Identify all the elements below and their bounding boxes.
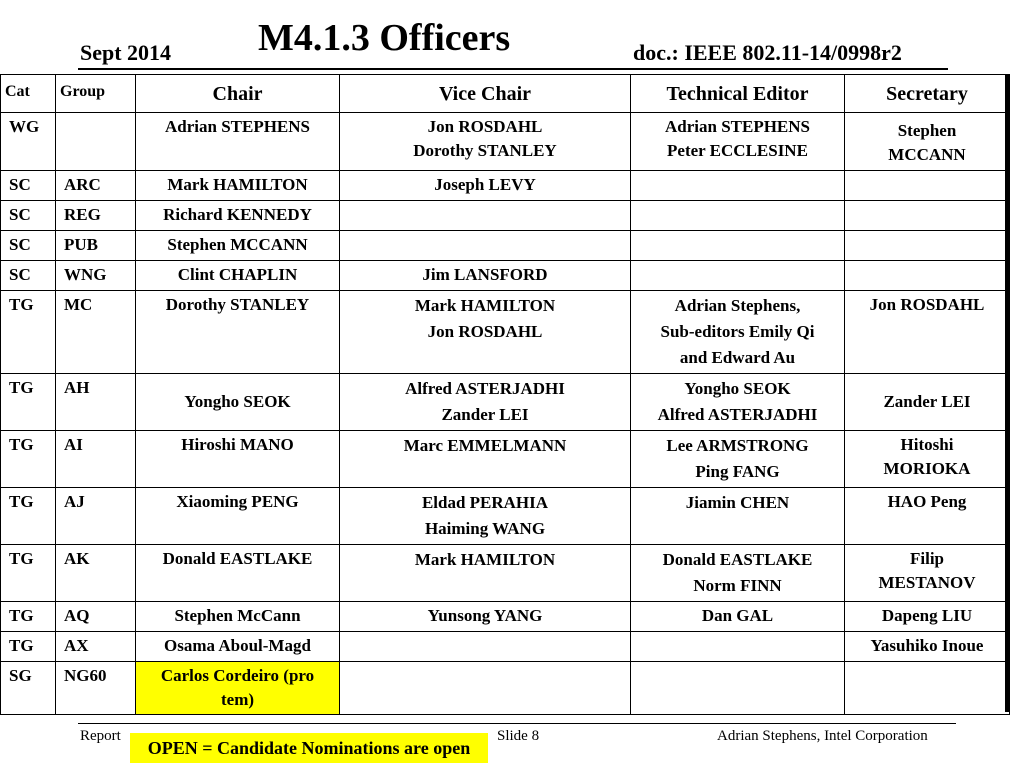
slide-title: M4.1.3 Officers — [258, 17, 511, 59]
cell-secretary-line: Zander LEI — [883, 392, 971, 411]
cell-technical-editor — [631, 545, 845, 602]
cell-cat: SC — [1, 171, 56, 201]
table-row — [1, 374, 1010, 431]
cell-cat: SC — [1, 261, 56, 291]
cell-technical-editor-line: Jiamin CHEN — [685, 493, 790, 512]
column-header-cat: Cat — [1, 75, 56, 113]
cell-secretary-line: Hitoshi — [900, 435, 954, 454]
cell-technical-editor — [631, 171, 845, 201]
cell-group: AX — [56, 632, 136, 662]
cell-chair — [136, 261, 340, 291]
cell-secretary — [845, 291, 1010, 374]
cell-vice-chair — [340, 602, 631, 632]
cell-group: PUB — [56, 231, 136, 261]
cell-vice-chair-line: Mark HAMILTON — [414, 550, 556, 569]
cell-secretary — [845, 488, 1010, 545]
cell-group: AI — [56, 431, 136, 488]
cell-technical-editor-line: Donald EASTLAKE — [662, 550, 813, 569]
cell-secretary-line: MESTANOV — [878, 573, 976, 592]
cell-vice-chair — [340, 291, 631, 374]
cell-secretary — [845, 113, 1010, 171]
cell-secretary — [845, 632, 1010, 662]
cell-cat: TG — [1, 632, 56, 662]
cell-technical-editor — [631, 201, 845, 231]
cell-chair — [136, 201, 340, 231]
column-header-vice-chair: Vice Chair — [340, 75, 631, 113]
cell-technical-editor — [631, 261, 845, 291]
cell-chair-line: tem) — [220, 690, 255, 709]
table-row — [1, 113, 1010, 171]
cell-vice-chair-line: Eldad PERAHIA — [421, 493, 549, 512]
cell-group: NG60 — [56, 662, 136, 715]
cell-group — [56, 113, 136, 171]
table-row — [1, 201, 1010, 231]
table-row — [1, 488, 1010, 545]
cell-cat: TG — [1, 602, 56, 632]
cell-cat: SC — [1, 201, 56, 231]
open-nominations-note: OPEN = Candidate Nominations are open — [130, 733, 488, 763]
cell-chair-line: Hiroshi MANO — [181, 435, 294, 454]
column-header-technical-editor: Technical Editor — [631, 75, 845, 113]
cell-chair-line: Yongho SEOK — [184, 392, 291, 411]
footer-slide-number: Slide 8 — [497, 728, 540, 744]
table-row — [1, 431, 1010, 488]
cell-vice-chair — [340, 488, 631, 545]
cell-technical-editor — [631, 231, 845, 261]
cell-cat: TG — [1, 431, 56, 488]
cell-vice-chair-line: Dorothy STANLEY — [413, 141, 557, 160]
table-right-border — [1005, 74, 1009, 712]
cell-chair — [136, 374, 340, 431]
table-row — [1, 632, 1010, 662]
cell-secretary-line: Jon ROSDAHL — [869, 295, 985, 314]
cell-group: ARC — [56, 171, 136, 201]
table-row — [1, 662, 1010, 715]
cell-vice-chair-line: Joseph LEVY — [434, 175, 536, 194]
cell-group: WNG — [56, 261, 136, 291]
cell-vice-chair — [340, 545, 631, 602]
slide-date: Sept 2014 — [80, 40, 172, 65]
cell-chair — [136, 113, 340, 171]
cell-chair — [136, 632, 340, 662]
footer-divider — [78, 723, 956, 724]
cell-secretary — [845, 171, 1010, 201]
cell-chair-line: Stephen MCCANN — [167, 235, 308, 254]
cell-secretary — [845, 602, 1010, 632]
cell-technical-editor — [631, 113, 845, 171]
cell-technical-editor-line: Yongho SEOK — [684, 379, 791, 398]
table-row — [1, 545, 1010, 602]
cell-cat: TG — [1, 291, 56, 374]
cell-chair — [136, 545, 340, 602]
cell-vice-chair — [340, 662, 631, 715]
column-header-chair: Chair — [136, 75, 340, 113]
cell-technical-editor-line: Norm FINN — [693, 576, 782, 595]
cell-vice-chair — [340, 431, 631, 488]
cell-chair — [136, 231, 340, 261]
cell-chair-line: Donald EASTLAKE — [162, 549, 313, 568]
cell-cat: TG — [1, 488, 56, 545]
cell-chair-line: Osama Aboul-Magd — [164, 636, 311, 655]
cell-secretary-line: MORIOKA — [883, 459, 971, 478]
cell-chair — [136, 488, 340, 545]
table-row — [1, 231, 1010, 261]
cell-technical-editor — [631, 662, 845, 715]
cell-vice-chair — [340, 632, 631, 662]
cell-technical-editor-line: Lee ARMSTRONG — [666, 436, 809, 455]
cell-vice-chair-line: Marc EMMELMANN — [403, 436, 567, 455]
cell-secretary-line: Filip — [909, 549, 944, 568]
cell-vice-chair-line: Haiming WANG — [424, 519, 546, 538]
cell-secretary-line: Yasuhiko Inoue — [870, 636, 984, 655]
cell-chair — [136, 171, 340, 201]
cell-secretary-line: HAO Peng — [887, 492, 967, 511]
cell-vice-chair-line: Zander LEI — [441, 405, 529, 424]
cell-cat: TG — [1, 374, 56, 431]
cell-group: AQ — [56, 602, 136, 632]
cell-chair-line: Carlos Cordeiro (pro — [160, 666, 315, 685]
cell-chair — [136, 291, 340, 374]
cell-technical-editor-line: Alfred ASTERJADHI — [657, 405, 818, 424]
table-header-row — [1, 75, 1010, 113]
cell-cat: SG — [1, 662, 56, 715]
cell-technical-editor-line: Ping FANG — [695, 462, 780, 481]
cell-cat: TG — [1, 545, 56, 602]
cell-group: AJ — [56, 488, 136, 545]
cell-technical-editor-line: Dan GAL — [701, 606, 774, 625]
cell-technical-editor-line: Peter ECCLESINE — [667, 141, 808, 160]
cell-cat: WG — [1, 113, 56, 171]
cell-technical-editor — [631, 431, 845, 488]
cell-vice-chair — [340, 171, 631, 201]
document-number: doc.: IEEE 802.11-14/0998r2 — [633, 40, 902, 65]
cell-group: MC — [56, 291, 136, 374]
cell-chair — [136, 662, 340, 715]
table-row — [1, 171, 1010, 201]
cell-vice-chair-line: Jon ROSDAHL — [427, 322, 543, 341]
cell-secretary — [845, 261, 1010, 291]
cell-secretary — [845, 201, 1010, 231]
cell-vice-chair — [340, 261, 631, 291]
cell-group: REG — [56, 201, 136, 231]
cell-vice-chair-line: Jon ROSDAHL — [427, 117, 543, 136]
table-row — [1, 261, 1010, 291]
cell-vice-chair — [340, 201, 631, 231]
table-row — [1, 602, 1010, 632]
cell-chair-line: Adrian STEPHENS — [164, 117, 310, 136]
cell-secretary — [845, 374, 1010, 431]
cell-chair-line: Mark HAMILTON — [167, 175, 308, 194]
cell-secretary-line: Dapeng LIU — [881, 606, 973, 625]
cell-secretary-line: MCCANN — [888, 145, 966, 164]
cell-group: AK — [56, 545, 136, 602]
cell-technical-editor-line: Adrian Stephens, — [674, 296, 801, 315]
footer-report: Report — [80, 728, 121, 744]
cell-secretary — [845, 545, 1010, 602]
cell-vice-chair-line: Mark HAMILTON — [414, 296, 556, 315]
cell-secretary — [845, 662, 1010, 715]
column-header-secretary: Secretary — [845, 75, 1010, 113]
column-header-group: Group — [56, 75, 136, 113]
cell-technical-editor — [631, 291, 845, 374]
table-row — [1, 291, 1010, 374]
cell-technical-editor-line: and Edward Au — [679, 348, 796, 367]
cell-chair-line: Dorothy STANLEY — [165, 295, 310, 314]
cell-cat: SC — [1, 231, 56, 261]
cell-technical-editor-line: Adrian STEPHENS — [664, 117, 810, 136]
cell-chair-line: Richard KENNEDY — [163, 205, 312, 224]
cell-chair — [136, 602, 340, 632]
cell-vice-chair — [340, 231, 631, 261]
cell-technical-editor — [631, 374, 845, 431]
cell-technical-editor-line: Sub-editors Emily Qi — [660, 322, 815, 341]
footer-author: Adrian Stephens, Intel Corporation — [717, 728, 928, 744]
cell-chair-line: Xiaoming PENG — [176, 492, 299, 511]
cell-vice-chair-line: Alfred ASTERJADHI — [405, 379, 565, 398]
cell-chair-line: Stephen McCann — [174, 606, 301, 625]
header-divider — [78, 68, 948, 70]
cell-secretary-line: Stephen — [897, 121, 957, 140]
cell-secretary — [845, 231, 1010, 261]
cell-group: AH — [56, 374, 136, 431]
cell-technical-editor — [631, 602, 845, 632]
officers-table — [0, 74, 1010, 715]
cell-vice-chair-line: Jim LANSFORD — [422, 265, 548, 284]
cell-vice-chair — [340, 113, 631, 171]
cell-chair — [136, 431, 340, 488]
cell-vice-chair-line: Yunsong YANG — [427, 606, 543, 625]
cell-secretary — [845, 431, 1010, 488]
cell-technical-editor — [631, 488, 845, 545]
cell-vice-chair — [340, 374, 631, 431]
cell-chair-line: Clint CHAPLIN — [177, 265, 298, 284]
cell-technical-editor — [631, 632, 845, 662]
